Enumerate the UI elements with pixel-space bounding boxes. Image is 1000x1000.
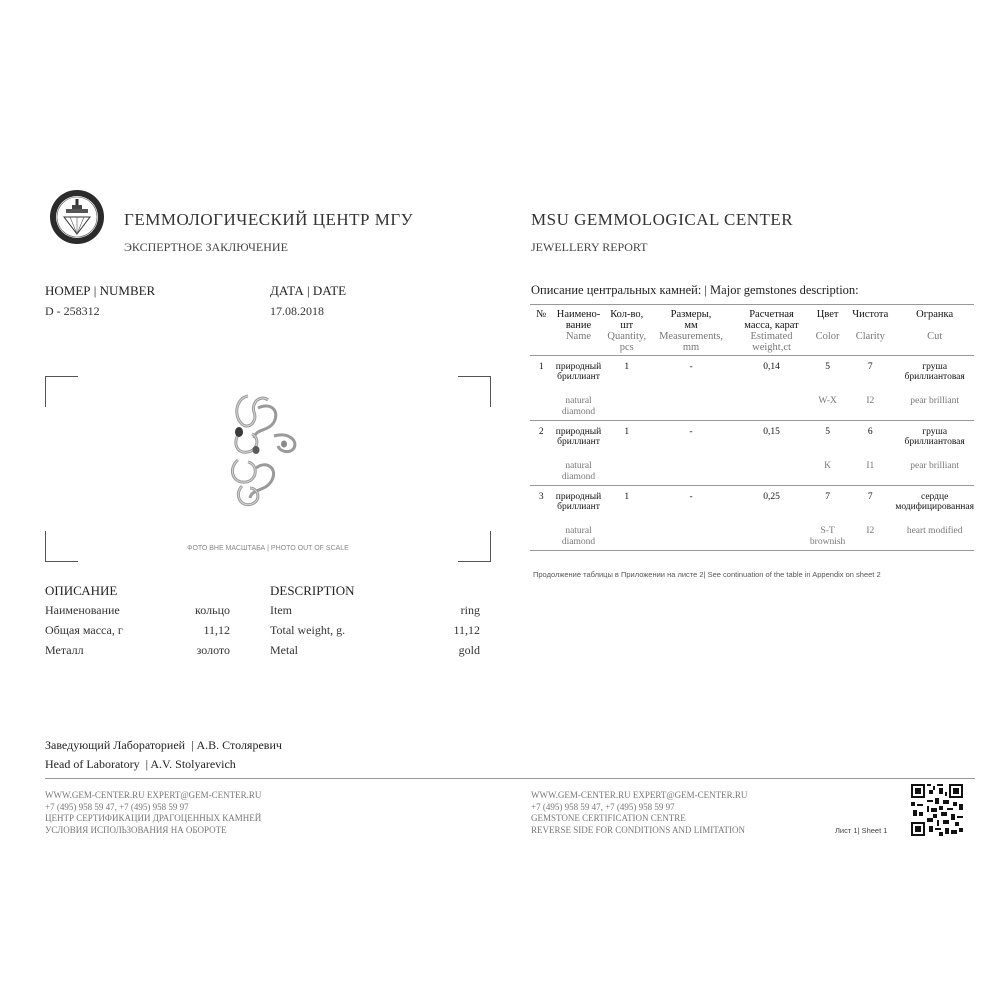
- stone-size: -: [689, 362, 693, 372]
- footer-contact: WWW.GEM-CENTER.RU EXPERT@GEM-CENTER.RU: [531, 790, 748, 800]
- stone-name-ru: природный: [555, 492, 602, 502]
- stone-clarity: 6: [867, 427, 873, 437]
- gemstones-table: [530, 304, 974, 551]
- stone-qty: 1: [624, 362, 630, 372]
- date-label: ДАТА | DATE: [270, 283, 347, 298]
- stone-cut-en: pear brilliant: [910, 396, 960, 406]
- ru-item-label: Наименование: [45, 603, 120, 617]
- table-row: [530, 486, 974, 527]
- footer-phone: +7 (495) 958 59 47, +7 (495) 958 59 97: [45, 801, 189, 812]
- en-item-value: ring: [460, 603, 480, 617]
- photo-frame-corner: [45, 376, 78, 407]
- col-weight-en: weight,ct: [752, 342, 791, 353]
- stone-color: 7: [825, 492, 830, 502]
- stone-name-en: diamond: [561, 407, 596, 417]
- stone-name-ru: бриллиант: [557, 437, 600, 447]
- footer-left: [45, 790, 261, 836]
- col-size-ru: Размеры,: [670, 309, 712, 320]
- col-size-en: Measurements,: [659, 331, 723, 342]
- stone-no: 2: [538, 427, 544, 437]
- stone-qty: 1: [624, 427, 630, 437]
- signature-en: Head of Laboratory | A.V. Stolyarevich: [45, 757, 236, 771]
- en-center-title: MSU GEMMOLOGICAL CENTER: [531, 210, 794, 229]
- report-number: D - 258312: [45, 304, 100, 318]
- col-cut-en: Cut: [927, 331, 943, 342]
- col-name-ru: Наимено-: [556, 309, 601, 320]
- ru-metal-value: золото: [196, 643, 230, 657]
- col-cut-ru: Огранка: [916, 309, 954, 320]
- photo-frame-corner: [458, 376, 491, 407]
- ru-description-heading: ОПИСАНИЕ: [45, 583, 118, 598]
- stone-color-en: brownish: [809, 537, 846, 547]
- stone-cut-ru: модифицированная: [895, 502, 974, 512]
- ru-weight-value: 11,12: [203, 623, 230, 637]
- stone-cut-en: heart modified: [906, 526, 963, 536]
- col-name-en: Name: [565, 331, 592, 342]
- col-color-en: Color: [815, 331, 840, 342]
- col-weight-ru: масса, карат: [744, 320, 799, 331]
- stone-clarity-en: I2: [866, 396, 875, 406]
- stone-size: -: [689, 427, 693, 437]
- col-clarity-ru: Чистота: [852, 309, 889, 320]
- footer-org: GEMSTONE CERTIFICATION CENTRE: [531, 813, 686, 823]
- stone-cut-ru: груша: [922, 362, 948, 372]
- stone-cut-ru: бриллиантовая: [904, 372, 965, 382]
- ru-weight-label: Общая масса, г: [45, 623, 123, 637]
- col-qty-en: pcs: [619, 342, 634, 353]
- footer-conditions: REVERSE SIDE FOR CONDITIONS AND LIMITATION: [531, 824, 746, 835]
- en-metal-label: Metal: [270, 643, 298, 657]
- photo-caption: ФОТО ВНЕ МАСШТАБА | PHOTO OUT OF SCALE: [187, 545, 349, 552]
- qr-code-icon: [911, 784, 963, 836]
- stone-clarity: 7: [867, 362, 873, 372]
- stone-cut-en: pear brilliant: [910, 461, 960, 471]
- gemstones-heading: Описание центральных камней: | Major gemstones description:: [531, 283, 859, 297]
- stone-color: 5: [825, 427, 830, 437]
- stone-name-ru: природный: [555, 427, 602, 437]
- stone-name-en: natural: [565, 396, 592, 406]
- footer-org: ЦЕНТР СЕРТИФИКАЦИИ ДРАГОЦЕННЫХ КАМНЕЙ: [45, 813, 262, 823]
- col-color-ru: Цвет: [816, 309, 839, 320]
- col-no: №: [536, 309, 547, 320]
- stone-name-en: natural: [565, 526, 592, 536]
- stone-size: -: [689, 492, 693, 502]
- table-row: [530, 461, 974, 486]
- col-qty-ru: Кол-во,: [610, 309, 644, 320]
- stone-cut-ru: бриллиантовая: [904, 437, 965, 447]
- en-metal-value: gold: [458, 643, 480, 657]
- footer-phone: +7 (495) 958 59 47, +7 (495) 958 59 97: [531, 801, 675, 812]
- table-row: [530, 356, 974, 397]
- stone-clarity: 7: [867, 492, 873, 502]
- signature-ru: Заведующий Лабораторией | А.В. Столяревич: [45, 738, 282, 752]
- col-weight-en: Estimated: [750, 331, 793, 342]
- number-label: НОМЕР | NUMBER: [45, 283, 156, 298]
- col-qty-en: Quantity,: [607, 331, 647, 342]
- stone-name-ru: бриллиант: [557, 372, 600, 382]
- msu-seal-logo: [49, 189, 105, 245]
- en-weight-label: Total weight, g.: [270, 623, 346, 637]
- stone-color-en: K: [824, 461, 832, 471]
- report-date: 17.08.2018: [270, 304, 324, 318]
- en-item-label: Item: [270, 603, 292, 617]
- sheet-number: Лист 1| Sheet 1: [835, 826, 888, 835]
- ring-photo: [218, 388, 308, 513]
- stone-color: 5: [825, 362, 830, 372]
- col-weight-ru: Расчетная: [749, 309, 794, 320]
- stone-no: 1: [538, 362, 544, 372]
- col-name-ru: вание: [565, 320, 592, 331]
- stone-clarity-en: I2: [866, 526, 875, 536]
- table-row: [530, 396, 974, 421]
- col-qty-ru: шт: [620, 320, 634, 331]
- footer-divider: [45, 778, 975, 779]
- stone-weight: 0,14: [763, 362, 780, 372]
- en-description-heading: DESCRIPTION: [270, 583, 355, 598]
- stone-qty: 1: [624, 492, 630, 502]
- stone-name-en: diamond: [561, 537, 596, 547]
- footer-right: [531, 790, 747, 836]
- stone-no: 3: [538, 492, 544, 502]
- ru-metal-label: Металл: [45, 643, 84, 657]
- col-size-en: mm: [682, 342, 700, 353]
- ru-report-subtitle: ЭКСПЕРТНОЕ ЗАКЛЮЧЕНИЕ: [124, 240, 288, 254]
- table-row: [530, 526, 974, 551]
- stone-cut-ru: сердце: [920, 492, 949, 502]
- stone-name-en: natural: [565, 461, 592, 471]
- table-continuation-note: Продолжение таблицы в Приложении на листе 2| See continuation of the table in Appendix on sheet 2: [533, 570, 881, 579]
- stone-name-en: diamond: [561, 472, 596, 482]
- col-clarity-en: Clarity: [855, 331, 885, 342]
- stone-name-ru: бриллиант: [557, 502, 600, 512]
- stone-cut-ru: груша: [922, 427, 948, 437]
- stone-weight: 0,15: [763, 427, 780, 437]
- stone-color-en: S-T: [820, 526, 835, 536]
- en-report-subtitle: JEWELLERY REPORT: [531, 240, 648, 254]
- en-weight-value: 11,12: [453, 623, 480, 637]
- stone-clarity-en: I1: [866, 461, 875, 471]
- footer-conditions: УСЛОВИЯ ИСПОЛЬЗОВАНИЯ НА ОБОРОТЕ: [45, 824, 227, 835]
- footer-contact: WWW.GEM-CENTER.RU EXPERT@GEM-CENTER.RU: [45, 790, 262, 800]
- table-row: [530, 421, 974, 462]
- col-size-ru: мм: [684, 320, 698, 331]
- stone-weight: 0,25: [763, 492, 780, 502]
- stone-color-en: W-X: [818, 396, 837, 406]
- ru-item-value: кольцо: [195, 603, 230, 617]
- stone-name-ru: природный: [555, 362, 602, 372]
- ru-center-title: ГЕММОЛОГИЧЕСКИЙ ЦЕНТР МГУ: [124, 210, 414, 229]
